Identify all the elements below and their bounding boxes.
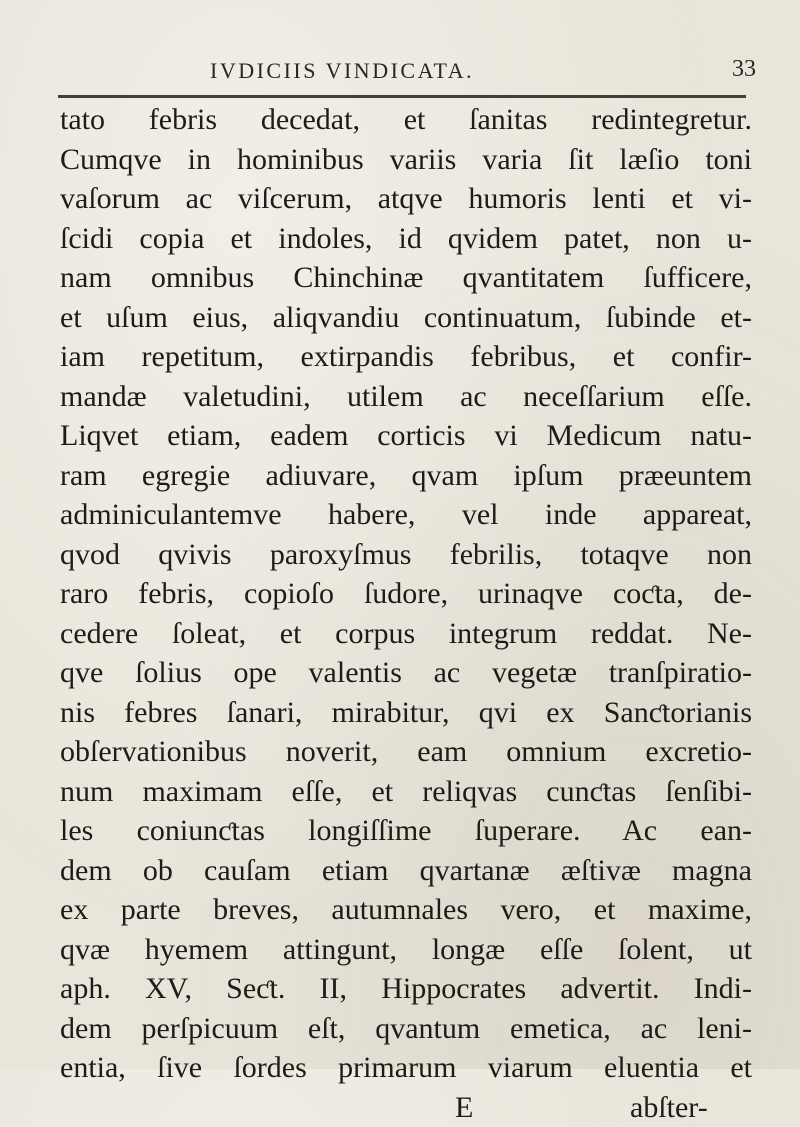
text-line: obſervationibus noverit, eam omnium excretio- (60, 732, 752, 772)
text-line: dem ob cauſam etiam qvartanæ æſtivæ magna (60, 851, 752, 891)
text-line: nis febres ſanari, mirabitur, qvi ex Sanƈtorianis (60, 693, 752, 733)
text-line: qvæ hyemem attingunt, longæ eſſe ſolent, ut (60, 930, 752, 970)
text-line: raro febris, copioſo ſudore, urinaqve coƈta, de- (60, 574, 752, 614)
text-line: aph. XV, Seƈt. II, Hippocrates advertit. Indi- (60, 969, 752, 1009)
text-line: entia, ſive ſordes primarum viarum eluentia et (60, 1048, 752, 1088)
text-line: tato febris decedat, et ſanitas redintegretur. (60, 100, 752, 140)
signature-mark: E (455, 1088, 473, 1127)
header-rule (58, 95, 746, 98)
text-line: nam omnibus Chinchinæ qvantitatem ſufficere, (60, 258, 752, 298)
catchword: abſter- (630, 1088, 708, 1127)
running-title: IVDICIIS VINDICATA. (210, 58, 474, 84)
text-line: et uſum eius, aliqvandiu continuatum, ſubinde et- (60, 298, 752, 338)
text-line: Liqvet etiam, eadem corticis vi Medicum natu- (60, 416, 752, 456)
text-line: ram egregie adiuvare, qvam ipſum præeuntem (60, 456, 752, 496)
body-text (60, 100, 752, 1127)
text-line: dem perſpicuum eſt, qvantum emetica, ac leni- (60, 1009, 752, 1049)
text-line: les coniunƈtas longiſſime ſuperare. Ac ean- (60, 811, 752, 851)
text-line: qve ſolius ope valentis ac vegetæ tranſpiratio- (60, 653, 752, 693)
text-line: cedere ſoleat, et corpus integrum reddat. Ne- (60, 614, 752, 654)
text-line: adminiculantemve habere, vel inde appareat, (60, 495, 752, 535)
text-line: qvod qvivis paroxyſmus febrilis, totaqve non (60, 535, 752, 575)
text-line: num maximam eſſe, et reliqvas cunƈtas ſenſibi- (60, 772, 752, 812)
text-line: mandæ valetudini, utilem ac neceſſarium eſſe. (60, 377, 752, 417)
text-line: ex parte breves, autumnales vero, et maxime, (60, 890, 752, 930)
text-line: ſcidi copia et indoles, id qvidem patet, non u- (60, 219, 752, 259)
text-line: iam repetitum, extirpandis febribus, et confir- (60, 337, 752, 377)
footer-line (60, 1088, 752, 1127)
text-line: Cumqve in hominibus variis varia ſit læſio toni (60, 140, 752, 180)
text-line: vaſorum ac viſcerum, atqve humoris lenti et vi- (60, 179, 752, 219)
page-number: 33 (732, 56, 756, 83)
